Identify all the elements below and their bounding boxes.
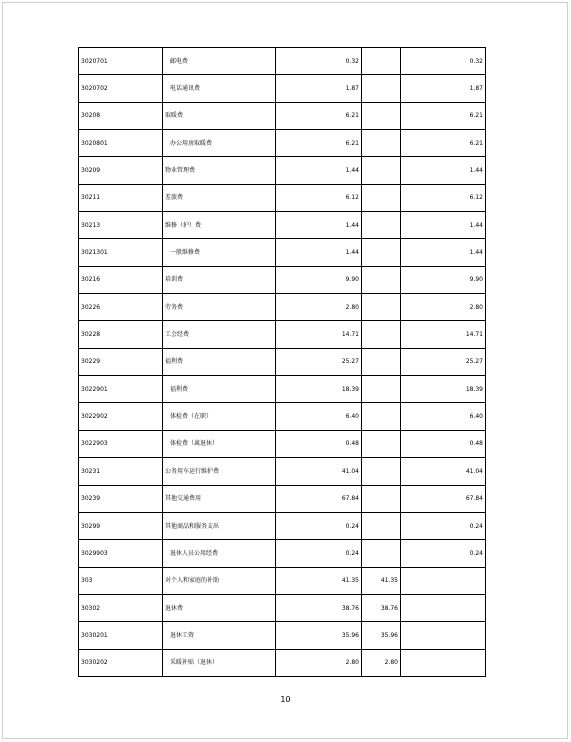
total-amount-cell: 1.44: [276, 212, 362, 239]
basic-expenditure-cell: [362, 321, 401, 348]
total-amount-cell: 14.71: [276, 321, 362, 348]
economic-code-cell: 3020701: [79, 48, 163, 75]
project-expenditure-cell: [401, 594, 486, 621]
table-row: [79, 266, 486, 293]
table-row: [79, 567, 486, 594]
project-expenditure-cell: [401, 567, 486, 594]
economic-code-cell: 30213: [79, 212, 163, 239]
item-name-cell: 退休人员公用经费: [163, 540, 276, 567]
total-amount-cell: 41.35: [276, 567, 362, 594]
table-row: [79, 157, 486, 184]
basic-expenditure-cell: [362, 212, 401, 239]
table-row: [79, 130, 486, 157]
project-expenditure-cell: 0.24: [401, 512, 486, 539]
item-name-cell: 其他商品和服务支出: [163, 512, 276, 539]
basic-expenditure-cell: 38.76: [362, 594, 401, 621]
basic-expenditure-cell: [362, 75, 401, 102]
project-expenditure-cell: 0.24: [401, 540, 486, 567]
table-row: [79, 212, 486, 239]
economic-code-cell: 3029903: [79, 540, 163, 567]
item-name-cell: 退休工资: [163, 622, 276, 649]
item-name-cell: 劳务费: [163, 294, 276, 321]
project-expenditure-cell: 18.39: [401, 376, 486, 403]
project-expenditure-cell: 25.27: [401, 348, 486, 375]
project-expenditure-cell: 1.87: [401, 75, 486, 102]
project-expenditure-cell: 6.12: [401, 184, 486, 211]
economic-code-cell: 303: [79, 567, 163, 594]
table-row: [79, 458, 486, 485]
basic-expenditure-cell: [362, 239, 401, 266]
economic-code-cell: 30216: [79, 266, 163, 293]
item-name-cell: 差旅费: [163, 184, 276, 211]
total-amount-cell: 0.32: [276, 48, 362, 75]
table-row: [79, 321, 486, 348]
table-row: [79, 48, 486, 75]
economic-code-cell: 3022902: [79, 403, 163, 430]
economic-code-cell: 3020702: [79, 75, 163, 102]
economic-code-cell: 3021301: [79, 239, 163, 266]
basic-expenditure-cell: [362, 130, 401, 157]
table-row: [79, 649, 486, 676]
page-number: 10: [280, 695, 291, 704]
basic-expenditure-cell: [362, 48, 401, 75]
economic-code-cell: 30229: [79, 348, 163, 375]
economic-code-cell: 30239: [79, 485, 163, 512]
project-expenditure-cell: 2.80: [401, 294, 486, 321]
economic-code-cell: 30208: [79, 102, 163, 129]
basic-expenditure-cell: 35.96: [362, 622, 401, 649]
total-amount-cell: 1.44: [276, 239, 362, 266]
total-amount-cell: 6.12: [276, 184, 362, 211]
total-amount-cell: 67.84: [276, 485, 362, 512]
total-amount-cell: 0.24: [276, 540, 362, 567]
item-name-cell: 工会经费: [163, 321, 276, 348]
item-name-cell: 退休费: [163, 594, 276, 621]
table-row: [79, 485, 486, 512]
basic-expenditure-cell: [362, 157, 401, 184]
economic-code-cell: 3022901: [79, 376, 163, 403]
basic-expenditure-cell: [362, 266, 401, 293]
basic-expenditure-cell: 41.35: [362, 567, 401, 594]
item-name-cell: 取暖费: [163, 102, 276, 129]
table-row: [79, 403, 486, 430]
economic-code-cell: 30302: [79, 594, 163, 621]
item-name-cell: 对个人和家庭的补助: [163, 567, 276, 594]
total-amount-cell: 1.87: [276, 75, 362, 102]
project-expenditure-cell: 1.44: [401, 239, 486, 266]
basic-expenditure-cell: 2.80: [362, 649, 401, 676]
project-expenditure-cell: 67.84: [401, 485, 486, 512]
budget-table-body: [79, 48, 486, 677]
table-row: [79, 239, 486, 266]
economic-code-cell: 3030202: [79, 649, 163, 676]
basic-expenditure-cell: [362, 294, 401, 321]
basic-expenditure-cell: [362, 540, 401, 567]
project-expenditure-cell: 41.04: [401, 458, 486, 485]
table-row: [79, 512, 486, 539]
project-expenditure-cell: 6.21: [401, 102, 486, 129]
table-row: [79, 75, 486, 102]
item-name-cell: 其他交通费用: [163, 485, 276, 512]
table-row: [79, 622, 486, 649]
total-amount-cell: 9.90: [276, 266, 362, 293]
economic-code-cell: 3020801: [79, 130, 163, 157]
total-amount-cell: 0.48: [276, 430, 362, 457]
project-expenditure-cell: [401, 622, 486, 649]
total-amount-cell: 1.44: [276, 157, 362, 184]
economic-code-cell: 30209: [79, 157, 163, 184]
basic-expenditure-cell: [362, 348, 401, 375]
table-row: [79, 540, 486, 567]
item-name-cell: 维修（护）费: [163, 212, 276, 239]
project-expenditure-cell: 1.44: [401, 157, 486, 184]
project-expenditure-cell: 0.32: [401, 48, 486, 75]
item-name-cell: 采暖补贴（退休）: [163, 649, 276, 676]
total-amount-cell: 25.27: [276, 348, 362, 375]
item-name-cell: 福利费: [163, 348, 276, 375]
economic-code-cell: 30211: [79, 184, 163, 211]
project-expenditure-cell: 6.21: [401, 130, 486, 157]
total-amount-cell: 6.40: [276, 403, 362, 430]
table-row: [79, 184, 486, 211]
item-name-cell: 一般维修费: [163, 239, 276, 266]
project-expenditure-cell: 9.90: [401, 266, 486, 293]
basic-expenditure-cell: [362, 102, 401, 129]
basic-expenditure-cell: [362, 485, 401, 512]
basic-expenditure-cell: [362, 458, 401, 485]
item-name-cell: 公务用车运行维护费: [163, 458, 276, 485]
project-expenditure-cell: 1.44: [401, 212, 486, 239]
project-expenditure-cell: 14.71: [401, 321, 486, 348]
basic-expenditure-cell: [362, 184, 401, 211]
table-row: [79, 594, 486, 621]
table-row: [79, 294, 486, 321]
table-row: [79, 430, 486, 457]
table-row: [79, 376, 486, 403]
item-name-cell: 物业管理费: [163, 157, 276, 184]
economic-code-cell: 30231: [79, 458, 163, 485]
total-amount-cell: 2.80: [276, 649, 362, 676]
economic-code-cell: 3030201: [79, 622, 163, 649]
basic-expenditure-cell: [362, 430, 401, 457]
project-expenditure-cell: 0.48: [401, 430, 486, 457]
basic-expenditure-cell: [362, 376, 401, 403]
total-amount-cell: 41.04: [276, 458, 362, 485]
budget-table: [78, 47, 486, 677]
table-row: [79, 102, 486, 129]
basic-expenditure-cell: [362, 403, 401, 430]
total-amount-cell: 18.39: [276, 376, 362, 403]
total-amount-cell: 0.24: [276, 512, 362, 539]
total-amount-cell: 6.21: [276, 130, 362, 157]
item-name-cell: 电话通讯费: [163, 75, 276, 102]
basic-expenditure-cell: [362, 512, 401, 539]
item-name-cell: 体检费（离退休）: [163, 430, 276, 457]
project-expenditure-cell: [401, 649, 486, 676]
economic-code-cell: 30299: [79, 512, 163, 539]
item-name-cell: 邮电费: [163, 48, 276, 75]
item-name-cell: 福利费: [163, 376, 276, 403]
total-amount-cell: 35.96: [276, 622, 362, 649]
economic-code-cell: 30228: [79, 321, 163, 348]
economic-code-cell: 30226: [79, 294, 163, 321]
project-expenditure-cell: 6.40: [401, 403, 486, 430]
table-row: [79, 348, 486, 375]
item-name-cell: 体检费（在职）: [163, 403, 276, 430]
total-amount-cell: 6.21: [276, 102, 362, 129]
item-name-cell: 办公用房取暖费: [163, 130, 276, 157]
item-name-cell: 培训费: [163, 266, 276, 293]
economic-code-cell: 3022903: [79, 430, 163, 457]
total-amount-cell: 2.80: [276, 294, 362, 321]
total-amount-cell: 38.76: [276, 594, 362, 621]
